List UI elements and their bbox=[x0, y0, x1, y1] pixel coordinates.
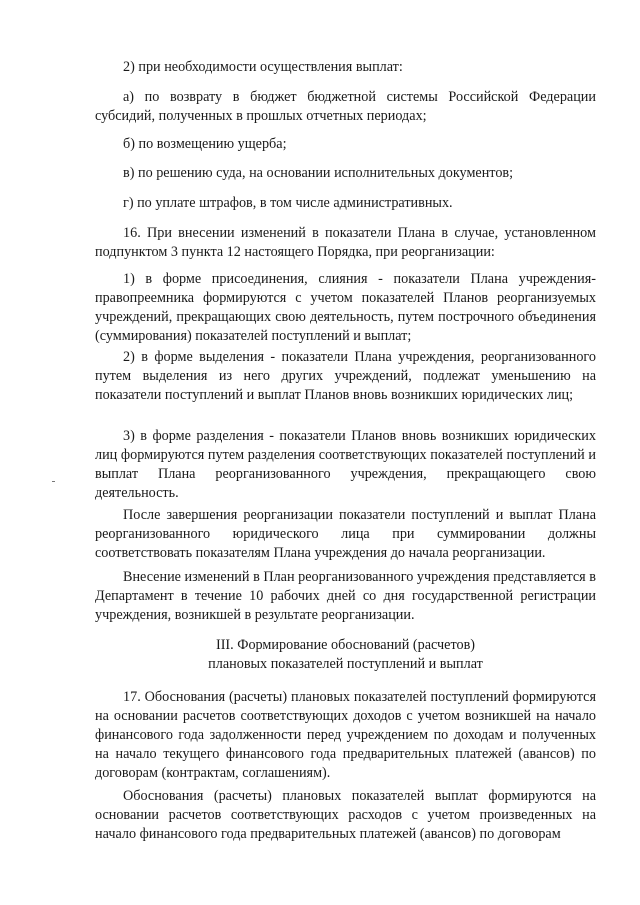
paragraph-item-g: г) по уплате штрафов, в том числе административных. bbox=[123, 195, 453, 211]
paragraph-after-reorg: После завершения реорганизации показатели поступлений и выплат Плана реорганизованного юридического лица при суммировании должны соответствовать показателям Плана учреждения до начала реорганизации. bbox=[95, 507, 596, 561]
paragraph-reorg-merger: 1) в форме присоединения, слияния - показатели Плана учреждения-правопреемника формируются с учетом показателей Планов реорганизуемых учреждений, прекращающих свою деятельность, путем построчного объединения (суммирования) показателей поступлений и выплат; bbox=[95, 271, 596, 344]
section-heading bbox=[95, 636, 596, 674]
paragraph-point-16: 16. При внесении изменений в показатели Плана в случае, установленном подпунктом 3 пункта 12 настоящего Порядка, при реорганизации: bbox=[95, 225, 596, 260]
paragraph-item-a: а) по возврату в бюджет бюджетной системы Российской Федерации субсидий, полученных в прошлых отчетных периодах; bbox=[95, 89, 596, 124]
scan-mark bbox=[52, 481, 55, 482]
paragraph-item-v: в) по решению суда, на основании исполнительных документов; bbox=[123, 165, 514, 181]
paragraph-payments-basis: Обоснования (расчеты) плановых показателей выплат формируются на основании расчетов соответствующих расходов с учетом произведенных на начало финансового года предварительных платежей (авансов) по договорам bbox=[95, 788, 596, 842]
section-heading-line-2: плановых показателей поступлений и выплат bbox=[208, 656, 483, 672]
paragraph-reorg-separation: 2) в форме выделения - показатели Плана учреждения, реорганизованного путем выделения из него других учреждений, подлежат уменьшению на показатели поступлений и выплат Планов вновь возникших юридических лиц; bbox=[95, 349, 596, 403]
paragraph-reorg-division: 3) в форме разделения - показатели Планов вновь возникших юридических лиц формируются путем разделения соответствующих показателей поступлений и выплат Плана реорганизованного учреждения, прекращающего свою деятельность. bbox=[95, 428, 596, 501]
paragraph-point-17: 17. Обоснования (расчеты) плановых показателей поступлений формируются на основании расчетов соответствующих доходов с учетом возникшей на начало финансового года задолженности перед учреждением по доходам и полученных на начало текущего финансового года предварительных платежей (авансов) по договорам (контрактам, соглашениям). bbox=[95, 689, 596, 781]
paragraph-payments-intro: 2) при необходимости осуществления выплат: bbox=[123, 59, 403, 75]
section-heading-line-1: III. Формирование обоснований (расчетов) bbox=[215, 637, 475, 653]
paragraph-submission: Внесение изменений в План реорганизованного учреждения представляется в Департамент в течение 10 рабочих дней со дня государственной регистрации учреждения, возникшей в результате реорганизации. bbox=[95, 569, 596, 623]
paragraph-item-b: б) по возмещению ущерба; bbox=[123, 136, 287, 152]
